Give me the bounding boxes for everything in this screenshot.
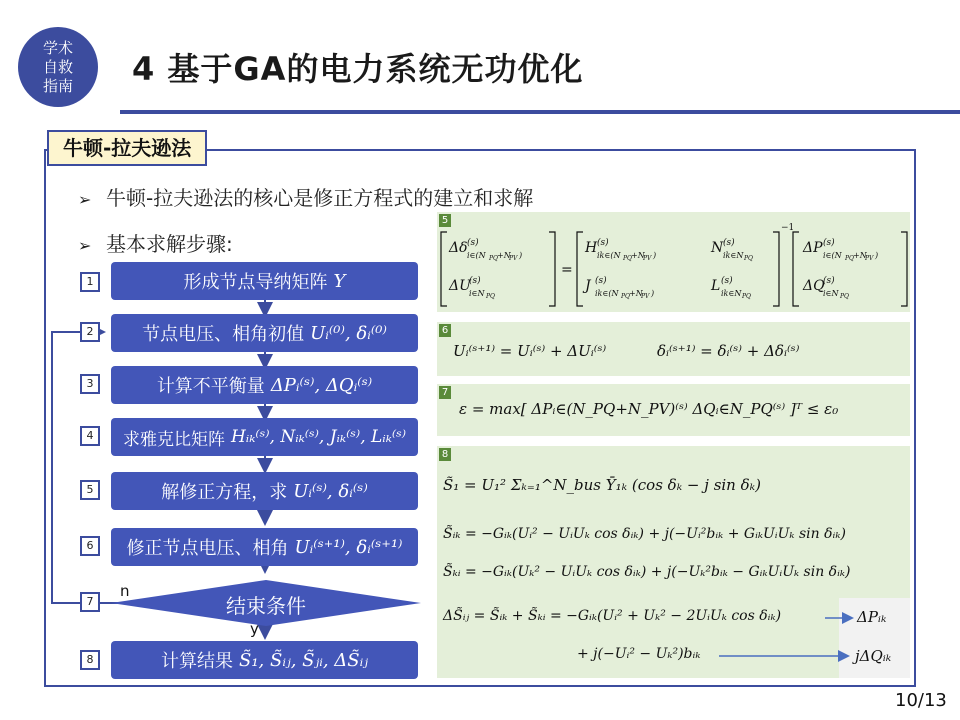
page-number: 10/13 — [895, 690, 947, 711]
step-1-math: Y — [333, 270, 346, 292]
step-6-text: 修正节点电压、相角 — [126, 538, 289, 559]
svg-text:=: = — [561, 262, 573, 278]
svg-text:(s): (s) — [723, 238, 735, 248]
svg-text:PQ: PQ — [744, 255, 753, 262]
step-5-math: Uᵢ⁽ˢ⁾, δᵢ⁽ˢ⁾ — [293, 480, 368, 502]
svg-text:ΔQ: ΔQ — [803, 278, 825, 294]
equation-tag-7: 7 — [439, 386, 451, 399]
step-number-2: 2 — [80, 322, 100, 342]
svg-text:−1: −1 — [781, 223, 795, 233]
svg-text:PQ: PQ — [845, 255, 854, 262]
reactive-loss-label: jΔQᵢₖ — [855, 647, 892, 665]
step-3-box — [111, 366, 418, 404]
branch-power-ik-equation: S̃ᵢₖ = −Gᵢₖ(Uᵢ² − UᵢUₖ cos δᵢₖ) + j(−Uᵢ²bᵢₖ + GᵢₖUᵢUₖ sin δᵢₖ) — [443, 526, 846, 542]
step-number-7: 7 — [80, 592, 100, 612]
step-4-text: 求雅克比矩阵 — [122, 429, 225, 450]
step-number-4: 4 — [80, 426, 100, 446]
svg-text:+N: +N — [631, 251, 645, 260]
title-underline — [120, 110, 960, 114]
svg-text:): ) — [653, 251, 657, 260]
equation-tag-6: 6 — [439, 324, 451, 337]
svg-text:+N: +N — [497, 251, 511, 260]
logo-line-1: 学术 — [42, 38, 73, 57]
svg-text:Δδ: Δδ — [449, 240, 468, 256]
svg-text:+N: +N — [629, 289, 643, 298]
step-6-math: Uᵢ⁽ˢ⁺¹⁾, δᵢ⁽ˢ⁺¹⁾ — [294, 536, 403, 558]
svg-text:ik∈N: ik∈N — [721, 289, 742, 298]
svg-text:i∈N: i∈N — [823, 289, 839, 298]
step-5-text: 解修正方程，求 — [161, 482, 288, 503]
convergence-criterion: ε = max[ ΔPᵢ∈(N_PQ+N_PV)⁽ˢ⁾ ΔQᵢ∈N_PQ⁽ˢ⁾ ]ᵀ ≤ ε₀ — [459, 400, 839, 418]
bullet-1 — [78, 182, 533, 211]
step-3-math: ΔPᵢ⁽ˢ⁾, ΔQᵢ⁽ˢ⁾ — [270, 374, 373, 396]
svg-text:i∈(N: i∈(N — [823, 251, 842, 260]
svg-text:i∈(N: i∈(N — [467, 251, 486, 260]
bullet-arrow-icon: ➢ — [78, 190, 92, 209]
svg-text:PV: PV — [865, 255, 874, 262]
svg-text:): ) — [519, 251, 523, 260]
svg-text:(s): (s) — [597, 238, 609, 248]
step-2-math: Uᵢ⁽⁰⁾, δᵢ⁽⁰⁾ — [310, 322, 387, 344]
svg-text:(s): (s) — [721, 276, 733, 286]
logo-line-2: 自救 — [42, 57, 73, 76]
svg-text:ΔP: ΔP — [803, 240, 823, 256]
step-number-3: 3 — [80, 374, 100, 394]
svg-text:(s): (s) — [467, 238, 479, 248]
equation-panel-5 — [437, 212, 910, 312]
svg-text:+N: +N — [853, 251, 867, 260]
branch-power-ki-equation: S̃ₖᵢ = −Gᵢₖ(Uₖ² − UᵢUₖ cos δᵢₖ) + j(−Uₖ²bᵢₖ − GᵢₖUᵢUₖ sin δᵢₖ) — [443, 564, 851, 580]
voltage-update-equation: Uᵢ⁽ˢ⁺¹⁾ = Uᵢ⁽ˢ⁾ + ΔUᵢ⁽ˢ⁾ — [453, 342, 607, 360]
svg-text:PQ: PQ — [489, 255, 498, 262]
step-2-box — [111, 314, 418, 352]
svg-text:(s): (s) — [823, 276, 835, 286]
svg-text:J: J — [585, 278, 591, 294]
equation-panel-6 — [437, 322, 910, 376]
equation-panel-7 — [437, 384, 910, 436]
slide-title: 4 基于GA的电力系统无功优化 — [132, 50, 584, 88]
step-5-box — [111, 472, 418, 510]
branch-loss-equation: ΔS̃ᵢⱼ = S̃ᵢₖ + S̃ₖᵢ = −Gᵢₖ(Uᵢ² + Uₖ² − 2UᵢUₖ cos δᵢₖ) — [443, 608, 782, 624]
step-1-box — [111, 262, 418, 300]
logo — [18, 27, 98, 107]
step-3-text: 计算不平衡量 — [156, 376, 265, 397]
step-1-text: 形成节点导纳矩阵 — [183, 272, 328, 293]
bullet-1-text: 牛顿-拉夫逊法的核心是修正方程式的建立和求解 — [106, 186, 534, 210]
svg-text:i∈N: i∈N — [469, 289, 485, 298]
logo-line-3: 指南 — [42, 76, 73, 95]
step-4-math: Hᵢₖ⁽ˢ⁾, Nᵢₖ⁽ˢ⁾, Jᵢₖ⁽ˢ⁾, Lᵢₖ⁽ˢ⁾ — [230, 427, 407, 447]
svg-text:PQ: PQ — [623, 255, 632, 262]
step-number-1: 1 — [80, 272, 100, 292]
svg-text:PQ: PQ — [742, 293, 751, 300]
svg-text:ΔU: ΔU — [449, 278, 471, 294]
equation-tag-5: 5 — [439, 214, 451, 227]
svg-text:ik∈(N: ik∈(N — [597, 251, 621, 260]
svg-text:N: N — [711, 240, 724, 256]
section-label: 牛顿-拉夫逊法 — [47, 130, 207, 166]
branch-yes-label: y — [250, 620, 259, 638]
bullet-arrow-icon: ➢ — [78, 236, 92, 255]
equation-panel-8 — [437, 446, 910, 678]
step-8-text: 计算结果 — [161, 651, 233, 672]
svg-text:ik∈N: ik∈N — [723, 251, 744, 260]
svg-text:H: H — [585, 240, 598, 256]
step-2-text: 节点电压、相角初值 — [142, 324, 305, 345]
equation-tag-8: 8 — [439, 448, 451, 461]
svg-text:): ) — [651, 289, 655, 298]
step-6-box — [111, 528, 418, 566]
decision-label: 结束条件 — [226, 594, 306, 618]
branch-loss-reactive-term: + j(−Uᵢ² − Uₖ²)bᵢₖ — [577, 646, 701, 662]
svg-text:): ) — [875, 251, 879, 260]
svg-text:PQ: PQ — [486, 293, 495, 300]
active-loss-label: ΔPᵢₖ — [857, 608, 887, 626]
loss-arrows — [437, 446, 910, 678]
step-8-math: S̃₁, S̃ᵢⱼ, S̃ⱼᵢ, ΔS̃ᵢⱼ — [239, 649, 368, 671]
step-8-box — [111, 641, 418, 679]
svg-text:(s): (s) — [469, 276, 481, 286]
angle-update-equation: δᵢ⁽ˢ⁺¹⁾ = δᵢ⁽ˢ⁾ + Δδᵢ⁽ˢ⁾ — [657, 342, 800, 360]
bullet-2-text: 基本求解步骤: — [106, 232, 233, 256]
svg-text:L: L — [711, 278, 721, 294]
correction-equation-matrix — [437, 212, 910, 312]
svg-text:PQ: PQ — [621, 293, 630, 300]
step-number-5: 5 — [80, 480, 100, 500]
svg-text:PV: PV — [643, 255, 652, 262]
slack-power-equation: S̃₁ = U₁² Σₖ₌₁^N_bus Ȳ₁ₖ (cos δₖ − j sin δₖ) — [443, 476, 761, 494]
svg-text:(s): (s) — [595, 276, 607, 286]
step-number-6: 6 — [80, 536, 100, 556]
svg-text:(s): (s) — [823, 238, 835, 248]
svg-text:PV: PV — [509, 255, 518, 262]
step-4-box — [111, 418, 418, 456]
svg-text:PQ: PQ — [840, 293, 849, 300]
branch-no-label: n — [120, 582, 130, 600]
step-number-8: 8 — [80, 650, 100, 670]
svg-text:ik∈(N: ik∈(N — [595, 289, 619, 298]
svg-text:PV: PV — [641, 293, 650, 300]
